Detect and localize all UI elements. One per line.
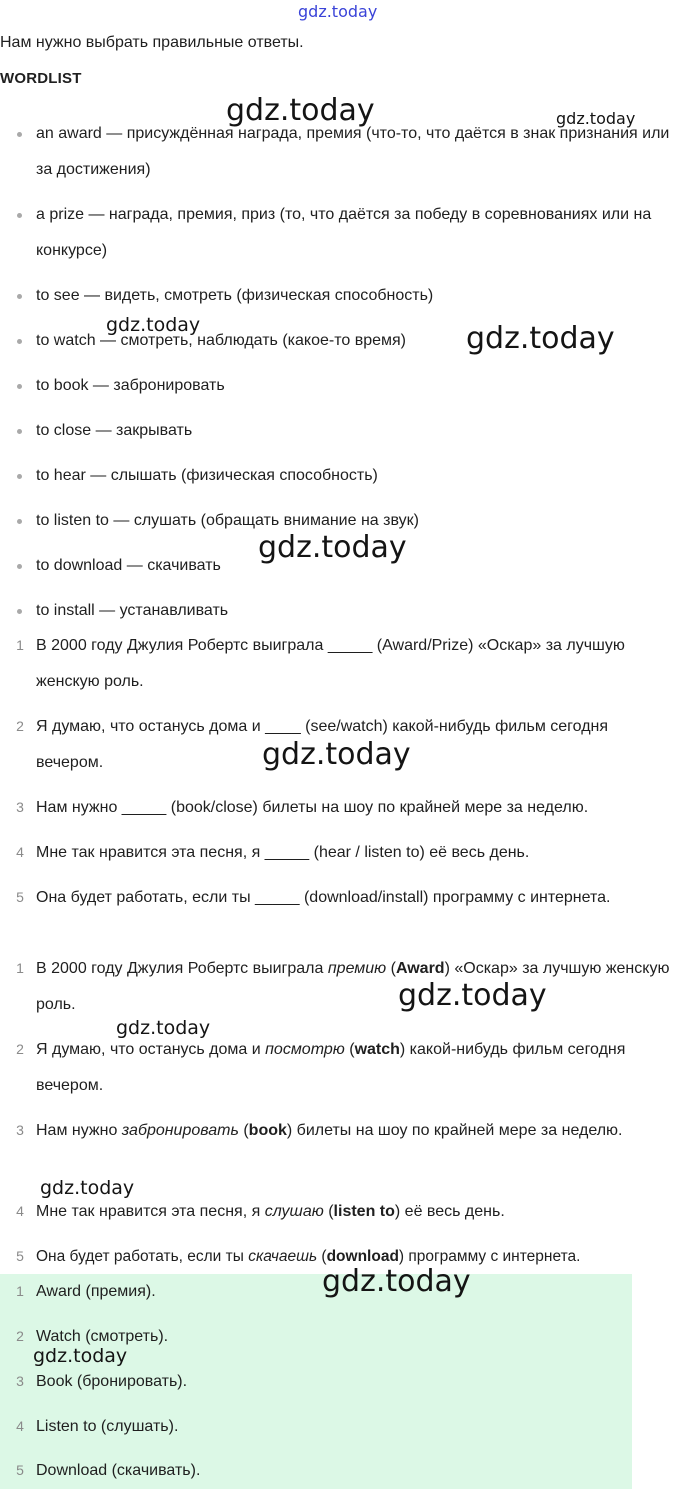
list-item-text: to close — закрывать	[36, 422, 193, 439]
watermark: gdz.today	[33, 1345, 128, 1367]
item-number: 1	[16, 637, 24, 653]
list-item-text: to listen to — слушать (обращать внимание на звук)	[36, 512, 419, 529]
bullet	[17, 132, 22, 137]
answer-text: Watch (смотреть).	[36, 1328, 169, 1345]
bullet	[17, 564, 22, 569]
bullet	[17, 429, 22, 434]
item-number: 3	[16, 799, 24, 815]
bullet	[17, 519, 22, 524]
item-number: 2	[16, 1328, 24, 1344]
bullet	[17, 474, 22, 479]
watermark: gdz.today	[116, 1017, 211, 1039]
filled-text: Мне так нравится эта песня, я слушаю (listen to) её весь день.	[36, 1203, 505, 1220]
watermark: gdz.today	[466, 321, 615, 356]
bullet	[17, 609, 22, 614]
answer-text: Award (премия).	[36, 1283, 156, 1300]
filled-text: Она будет работать, если ты скачаешь (download) программу с интернета.	[36, 1248, 581, 1265]
task-text: Я думаю, что останусь дома и ____ (see/watch) какой-нибудь фильм сегодня вечером.	[36, 718, 609, 771]
intro-text: Нам нужно выбрать правильные ответы.	[0, 34, 304, 51]
watermark: gdz.today	[40, 1177, 135, 1199]
item-number: 2	[16, 1041, 24, 1057]
list-item-text: to hear — слышать (физическая способность)	[36, 467, 378, 484]
task-text: Она будет работать, если ты _____ (download/install) программу с интернета.	[36, 889, 611, 906]
watermark: gdz.today	[226, 93, 375, 128]
filled-text: В 2000 году Джулия Робертс выиграла премию (Award) «Оскар» за лучшую женскую роль.	[36, 960, 670, 1013]
watermark: gdz.today	[322, 1264, 471, 1299]
answer-text: Book (бронировать).	[36, 1373, 188, 1390]
item-number: 1	[16, 960, 24, 976]
bullet	[17, 294, 22, 299]
answer-text: Listen to (слушать).	[36, 1418, 179, 1435]
watermark: gdz.today	[298, 2, 378, 21]
filled-text: Я думаю, что останусь дома и посмотрю (watch) какой-нибудь фильм сегодня вечером.	[36, 1041, 626, 1094]
item-number: 5	[16, 1462, 24, 1478]
item-number: 3	[16, 1122, 24, 1138]
item-number: 3	[16, 1373, 24, 1389]
item-number: 4	[16, 844, 24, 860]
item-number: 1	[16, 1283, 24, 1299]
task-text: Нам нужно _____ (book/close) билеты на шоу по крайней мере за неделю.	[36, 799, 589, 816]
item-number: 5	[16, 1248, 24, 1264]
watermark: gdz.today	[262, 737, 411, 772]
list-item-text: to see — видеть, смотреть (физическая способность)	[36, 287, 434, 304]
list-item-text: to download — скачивать	[36, 557, 221, 574]
item-number: 5	[16, 889, 24, 905]
list-item-text: an award — присуждённая награда, премия (что-то, что даётся в знак признания или за достижения)	[36, 125, 670, 178]
list-item-text: to install — устанавливать	[36, 602, 229, 619]
watermark: gdz.today	[258, 530, 407, 565]
bullet	[17, 339, 22, 344]
bullet	[17, 384, 22, 389]
filled-text: Нам нужно забронировать (book) билеты на шоу по крайней мере за неделю.	[36, 1122, 623, 1139]
task-text: Мне так нравится эта песня, я _____ (hear / listen to) её весь день.	[36, 844, 530, 861]
bullet	[17, 213, 22, 218]
list-item-text: to watch — смотреть, наблюдать (какое-то время)	[36, 332, 406, 349]
watermark: gdz.today	[556, 109, 636, 128]
task-text: В 2000 году Джулия Робертс выиграла _____ (Award/Prize) «Оскар» за лучшую женскую роль.	[36, 637, 625, 690]
list-item-text: to book — забронировать	[36, 377, 225, 394]
item-number: 4	[16, 1203, 24, 1219]
list-item-text: a prize — награда, премия, приз (то, что даётся за победу в соревнованиях или на конкурсе)	[36, 206, 652, 259]
watermark: gdz.today	[398, 978, 547, 1013]
item-number: 2	[16, 718, 24, 734]
item-number: 4	[16, 1418, 24, 1434]
answer-text: Download (скачивать).	[36, 1462, 201, 1479]
wordlist-heading: WORDLIST	[0, 70, 82, 87]
watermark: gdz.today	[106, 314, 201, 336]
